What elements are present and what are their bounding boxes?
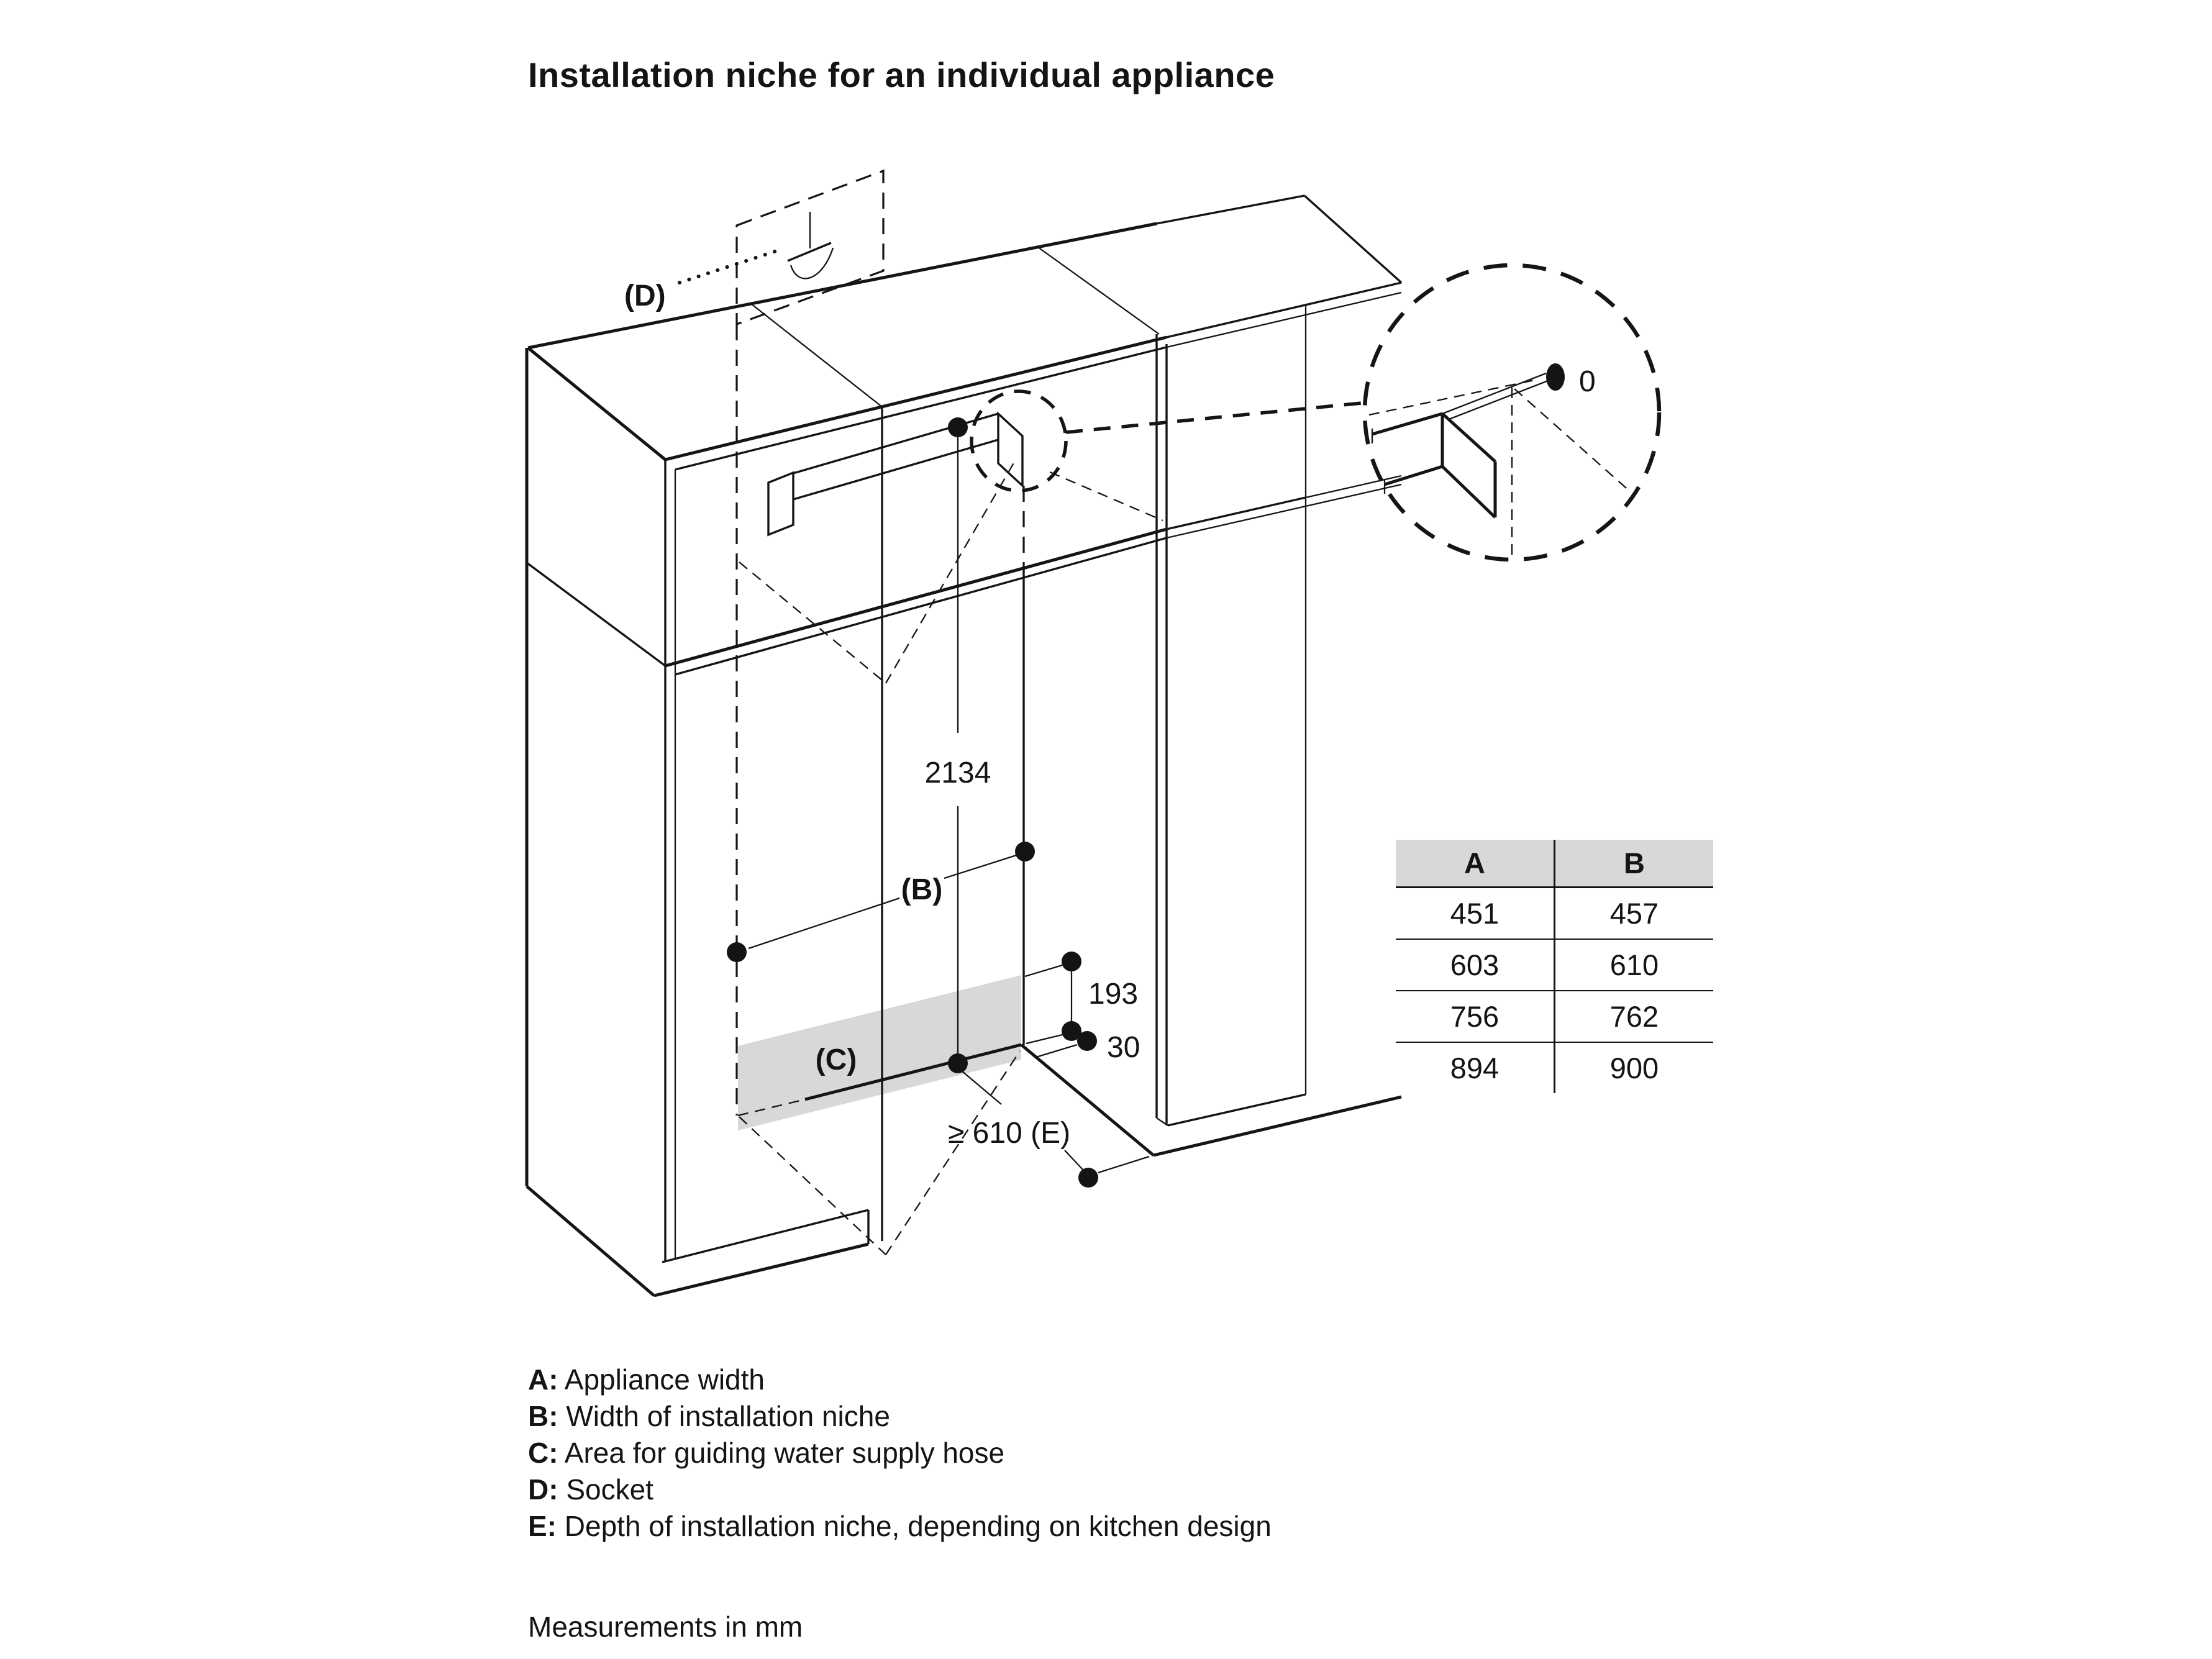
label-B: (B) bbox=[901, 873, 943, 906]
table-header-row bbox=[1396, 840, 1713, 888]
legend-item-D: D: Socket bbox=[528, 1473, 653, 1506]
label-E: ≥ 610 (E) bbox=[948, 1117, 1071, 1150]
hose-area-shading bbox=[738, 975, 1021, 1130]
socket-symbol bbox=[680, 171, 883, 324]
table-row bbox=[1396, 888, 1713, 940]
midband-lines bbox=[527, 476, 1401, 675]
cell-b3: 762 bbox=[1555, 991, 1714, 1042]
legend bbox=[528, 1361, 1272, 1545]
dimension-table bbox=[1396, 840, 1713, 1093]
page-title: Installation niche for an individual appliance bbox=[528, 55, 1275, 94]
cell-a4: 894 bbox=[1396, 1042, 1555, 1093]
table-header-A: A bbox=[1396, 840, 1555, 888]
handle-rail bbox=[768, 391, 1066, 535]
label-zero: 0 bbox=[1579, 365, 1596, 398]
detail-callout-circle-small bbox=[972, 391, 1066, 491]
zero-gap-point bbox=[1546, 363, 1565, 391]
socket-leader-dotted bbox=[680, 251, 776, 283]
cell-b2: 610 bbox=[1555, 939, 1714, 991]
label-D: (D) bbox=[624, 280, 666, 312]
dim-B bbox=[727, 842, 1035, 962]
floor-and-plinth bbox=[527, 1045, 1401, 1296]
detail-callout-circle-large bbox=[1066, 265, 1659, 560]
cell-a3: 756 bbox=[1396, 991, 1555, 1042]
rail-bracket-right bbox=[998, 414, 1022, 486]
measurements-note: Measurements in mm bbox=[528, 1611, 803, 1643]
legend-item-E: E: Depth of installation niche, depending on kitchen design bbox=[528, 1510, 1272, 1542]
dim-2134 bbox=[948, 417, 968, 1073]
table-header-B: B bbox=[1555, 840, 1714, 888]
label-30: 30 bbox=[1107, 1031, 1140, 1064]
table-row bbox=[1396, 991, 1713, 1042]
dim-193-30 bbox=[1025, 952, 1097, 1057]
callout-leader-dashed bbox=[1066, 402, 1368, 432]
cell-b1: 457 bbox=[1555, 888, 1714, 940]
cell-b4: 900 bbox=[1609, 1052, 1659, 1084]
cell-a2: 603 bbox=[1396, 939, 1555, 991]
cabinet-verticals bbox=[527, 305, 1306, 1262]
label-2134: 2134 bbox=[924, 757, 991, 789]
label-C: (C) bbox=[815, 1043, 857, 1076]
legend-item-C: C: Area for guiding water supply hose bbox=[528, 1437, 1005, 1469]
cell-a1: 451 bbox=[1396, 888, 1555, 940]
label-193: 193 bbox=[1088, 978, 1139, 1011]
table-row bbox=[1396, 1042, 1713, 1093]
legend-item-A: A: Appliance width bbox=[528, 1363, 765, 1396]
legend-item-B: B: Width of installation niche bbox=[528, 1400, 890, 1432]
rail-bracket-left bbox=[768, 473, 793, 535]
table-row bbox=[1396, 939, 1713, 991]
